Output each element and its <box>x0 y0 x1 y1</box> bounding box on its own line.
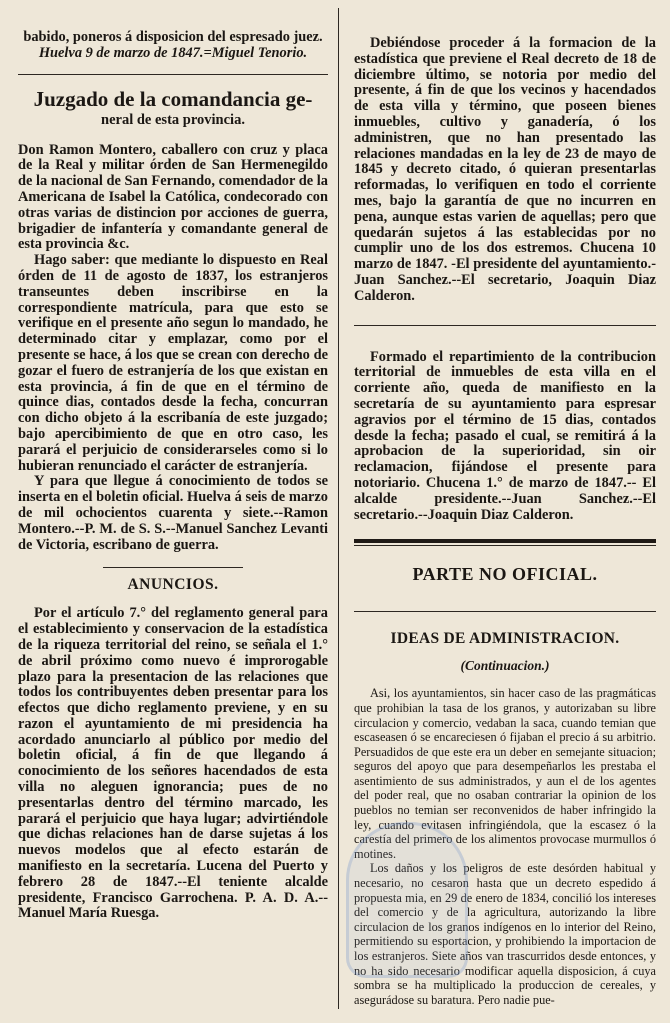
edict-paragraph-2: Hago saber: que mediante lo dispuesto en Real órden de 11 de agosto de 1837, los estranjeros transeuntes deben inscribirse en la correspondiente matrícula, para que esto se verifique en el presente año segun lo mandado, he determinado citar y emplazar, como por el presente se hace, á los que se crean con derecho de gozar el fuero de estranjería de los que existan en esta provincia, á fin de que en el término de quince dias, contados desde la fecha, concurran con dicho objeto á la escribanía de este juzgado; bajo apercibimiento de que en otro caso, les parará el perjuicio de considerarseles como si lo hubieran renunciado el carácter de estranjería. <box>18 252 328 474</box>
parte-no-oficial-title: PARTE NO OFICIAL. <box>412 564 598 585</box>
short-rule <box>103 567 243 568</box>
section-rule <box>18 74 328 75</box>
parte-rule <box>354 611 656 612</box>
left-column <box>18 0 328 1023</box>
continuation-line-2: Huelva 9 de marzo de 1847.=Miguel Tenorio. <box>38 44 308 61</box>
library-stamp-watermark <box>346 822 468 978</box>
edict-paragraph-3: Y para que llegue á conocimiento de todos se inserta en el boletin oficial. Huelva á seis de marzo de mil ochocientos cuarenta y siete.--Ramon Montero.--P. M. de S. S.--Manuel Sanchez Levanti de Victoria, escribano de guerra. <box>18 473 328 553</box>
notice-2: Formado el repartimiento de la contribucion territorial de inmuebles de esta villa en el corriente año, queda de manifiesto en la secretaría de su ayuntamiento para espresar agravios por el término de 15 dias, contados desde la fecha; pasado el cual, se remitirá á la aprobacion de la superioridad, sin oir reclamacion, fijándose el presente para notoriario. Chucena 1.° de marzo de 1847.-- El alcalde presidente.--Juan Sanchez.--El secretario.--Joaquin Diaz Calderon. <box>354 348 656 523</box>
notice-rule <box>354 325 656 326</box>
continuation-label: (Continuacion.) <box>460 658 550 674</box>
ideas-paragraph-1: Asi, los ayuntamientos, sin hacer caso de las pragmáticas que prohibian la tasa de los granos, y autorizaban su libre circulacion y comercio, vedaban la saca, cuando temian que escaseasen ó se encareciesen ó fijaban el precio á su arbitrio. Persuadidos de que este era un deber en semejante situacion; seguros del apoyo que para desempeñarlos les prestaba el asentimiento de sus administrados, y aun el de los agentes del poder real, que no osaban contrariar la opinion de los pueblos no temian ser reconvenidos de haber infringido la ley, cuando evitasen infringiéndola, que la escasez ó la carestía del primero de los alimentos provocase murmullos ó motines. <box>354 686 656 861</box>
court-subtitle: neral de esta provincia. <box>101 111 245 128</box>
thick-rule <box>354 539 656 543</box>
ideas-paragraph-2: Los daños y los peligros de este desórden habitual y necesario, no cesaron hasta que un decreto espedido á propuesta mia, en 29 de enero de 1834, concilió los intereses del comercio y de la agricultura, autorizando la libre circulacion de los granos indígenos en lo interior del Reino, permitiendo su esportacion, y prohibiendo la importacion de los estranjeros. Siete años van trascurridos desde entonces, y no ha sido necesario modificar aquella disposicion, á cuya sombra se ha multiplicado la produccion de cereales, y asegurádose su baratura. Pero nadie pue- <box>354 861 656 1007</box>
continuation-line-1: babido, poneros á disposicion del espresado juez. <box>23 29 323 45</box>
announcements-title: ANUNCIOS. <box>127 576 219 594</box>
announcement-paragraph: Por el artículo 7.° del reglamento general para el establecimiento y conservacion de la estadística de la riqueza territorial del reino, se señala el 1.° de abril próximo como nuevo é improrogable plazo para la presentacion de las relaciones que todos los contribuyentes deben presentar para los efectos que dicho reglamento previene, y en su razon el ayuntamiento de mi presidencia ha acordado anunciarlo al público por medio del boletin oficial, á fin de que llegando á conocimiento de los señores hacendados de esta villa no aleguen ignorancia; pues de no presentarlas dentro del término marcado, les parará el perjuicio que haya lugar; advirtiéndole que dichas relaciones han de darse sujetas á los nuevos modelos que al efecto estarán de manifiesto en la secretaría. Lucena del Puerto y febrero 28 de 1847.--El teniente alcalde presidente, Francisco Garrochena. P. A. D. A.--Manuel María Ruesga. <box>18 605 328 922</box>
ideas-title: IDEAS DE ADMINISTRACION. <box>390 630 620 648</box>
court-title: Juzgado de la comandancia ge- <box>33 86 313 111</box>
edict-paragraph-1: Don Ramon Montero, caballero con cruz y placa de la Real y militar órden de San Hermenegildo de la nacional de San Fernando, comendador de la Americana de Isabel la Católica, condecorado con otras varias de distincion por acciones de guerra, brigadier de infantería y comandante general de esta provincia &c. <box>18 141 328 253</box>
column-divider <box>338 8 339 1009</box>
thin-rule <box>354 545 656 546</box>
notice-1: Debiéndose proceder á la formacion de la estadística que previene el Real decreto de 18 de diciembre último, se notoria por medio del presente, á fin de que los vecinos y hacendados de esta villa y término, que poseen bienes inmuebles, cultivo y ganadería, ó los administren, que no han presentado las relaciones mandadas en la ley de 23 de mayo de 1845 y decreto citado, ó quieran presentarlas reformadas, lo verifiquen en todo el corriente mes, bajo la garantía de que no incurren en pena, aunque estas varien de aquellas; pero que quedarán sujetos á las establecidas por no cumplir uno de los dos estremos. Chucena 10 marzo de 1847. -El presidente del ayuntamiento.-Juan Sanchez.--El secretario, Joaquin Diaz Calderon. <box>354 35 656 304</box>
